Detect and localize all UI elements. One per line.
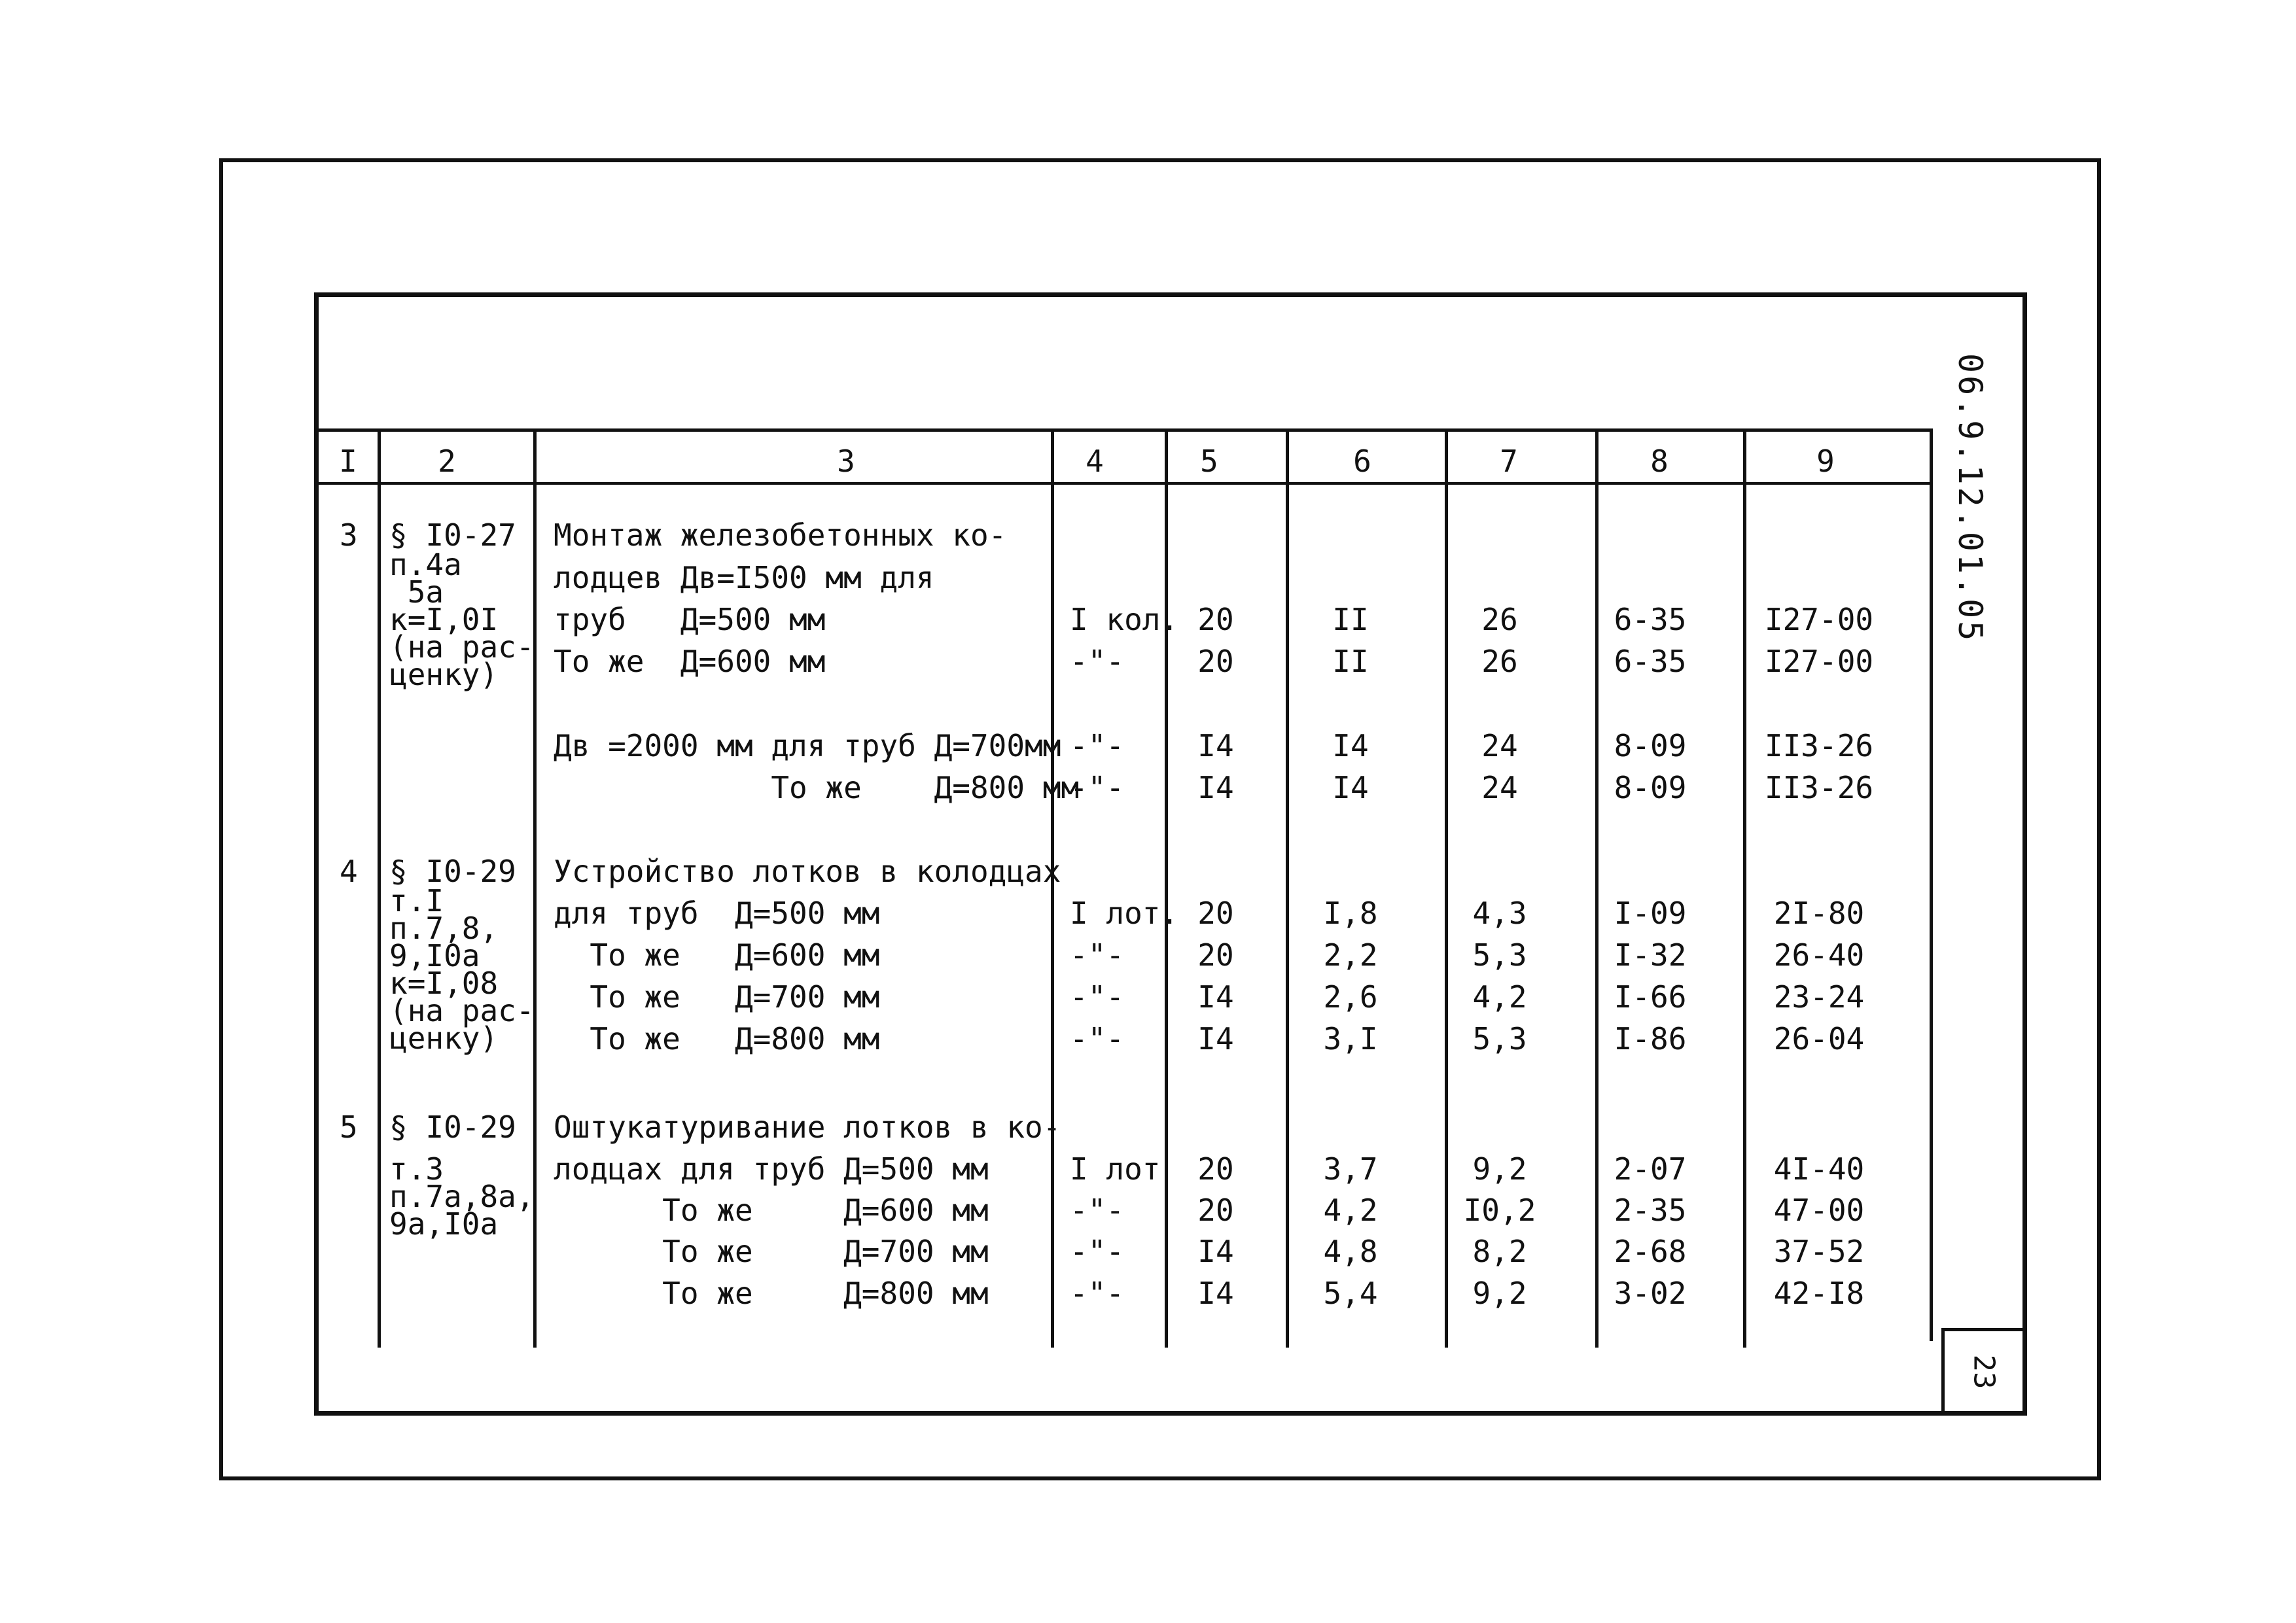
value-cell: II3-26 (1764, 728, 1874, 763)
value-cell: 4,3 (1472, 896, 1527, 931)
column-divider (378, 428, 381, 1348)
value-cell: I4 (1197, 1021, 1234, 1056)
value-cell: 9,2 (1472, 1276, 1527, 1311)
column-divider (1595, 428, 1598, 1348)
norm-reference: 9а,I0а (389, 1206, 499, 1242)
column-header: 2 (438, 444, 456, 479)
work-description: То же Д=600 мм (554, 937, 880, 973)
value-cell: 42-I8 (1773, 1276, 1865, 1311)
value-cell: 9,2 (1472, 1151, 1527, 1187)
value-cell: II (1332, 602, 1369, 637)
value-cell: 4,8 (1323, 1234, 1378, 1269)
work-description: для труб Д=500 мм (554, 896, 880, 931)
value-cell: 3,7 (1323, 1151, 1378, 1187)
work-description: труб Д=500 мм (554, 602, 826, 637)
work-description: лодцев Дв=I500 мм для (554, 560, 934, 595)
value-cell: 20 (1197, 896, 1234, 931)
value-cell: 20 (1197, 1193, 1234, 1228)
value-cell: I-86 (1614, 1021, 1687, 1056)
norm-reference: 5а (389, 574, 444, 610)
work-description: То же Д=800 мм (554, 1021, 880, 1056)
value-cell: I4 (1197, 770, 1234, 805)
value-cell: 20 (1197, 644, 1234, 679)
value-cell: 6-35 (1614, 644, 1687, 679)
value-cell: I,8 (1323, 896, 1378, 931)
value-cell: 5,4 (1323, 1276, 1378, 1311)
norm-reference: к=I,0I (389, 602, 499, 637)
column-header: 7 (1500, 444, 1518, 479)
unit-cell: -"- (1070, 770, 1125, 805)
work-description: То же Д=600 мм (554, 1193, 989, 1228)
column-header: 3 (837, 444, 855, 479)
value-cell: 5,3 (1472, 1021, 1527, 1056)
value-cell: I27-00 (1764, 644, 1874, 679)
value-cell: I0,2 (1463, 1193, 1536, 1228)
value-cell: I4 (1197, 1276, 1234, 1311)
column-header: 5 (1200, 444, 1218, 479)
unit-cell: I кол. (1070, 602, 1179, 637)
value-cell: II3-26 (1764, 770, 1874, 805)
value-cell: I4 (1197, 728, 1234, 763)
norm-reference: § I0-29 (389, 1109, 516, 1145)
value-cell: 8,2 (1472, 1234, 1527, 1269)
norm-reference: (на рас- (389, 629, 535, 665)
value-cell: 37-52 (1773, 1234, 1865, 1269)
value-cell: I-09 (1614, 896, 1687, 931)
value-cell: 2-35 (1614, 1193, 1687, 1228)
column-divider (1286, 428, 1289, 1348)
row-number: 3 (340, 517, 358, 553)
row-number: 5 (340, 1109, 358, 1145)
norm-reference: п.7а,8а, (389, 1179, 535, 1214)
value-cell: I4 (1197, 1234, 1234, 1269)
value-cell: 47-00 (1773, 1193, 1865, 1228)
value-cell: I4 (1332, 728, 1369, 763)
work-description: То же Д=700 мм (554, 1234, 989, 1269)
unit-cell: -"- (1070, 979, 1125, 1015)
work-description: Дв =2000 мм для труб Д=700мм (554, 728, 1061, 763)
value-cell: 20 (1197, 1151, 1234, 1187)
value-cell: 2,6 (1323, 979, 1378, 1015)
unit-cell: I лот. (1070, 896, 1179, 931)
norm-reference: к=I,08 (389, 966, 499, 1001)
work-description: Монтаж железобетонных ко- (554, 517, 1007, 553)
unit-cell: -"- (1070, 1276, 1125, 1311)
work-description: Устройство лотков в колодцах (554, 854, 1061, 889)
value-cell: 4,2 (1323, 1193, 1378, 1228)
value-cell: 8-09 (1614, 770, 1687, 805)
work-description: То же Д=800 мм (554, 1276, 989, 1311)
unit-cell: I лот (1070, 1151, 1161, 1187)
column-divider (1445, 428, 1448, 1348)
value-cell: 6-35 (1614, 602, 1687, 637)
value-cell: 2-07 (1614, 1151, 1687, 1187)
value-cell: 8-09 (1614, 728, 1687, 763)
unit-cell: -"- (1070, 728, 1125, 763)
norm-reference: т.3 (389, 1151, 444, 1187)
column-divider (1165, 428, 1168, 1348)
column-header: 9 (1816, 444, 1835, 479)
value-cell: 2I-80 (1773, 896, 1865, 931)
value-cell: I-66 (1614, 979, 1687, 1015)
unit-cell: -"- (1070, 937, 1125, 973)
value-cell: 20 (1197, 602, 1234, 637)
norm-reference: т.I (389, 883, 444, 918)
table-right-rule (1930, 428, 1933, 1341)
value-cell: I4 (1332, 770, 1369, 805)
work-description: То же Д=700 мм (554, 979, 880, 1015)
norm-reference: п.4а (389, 547, 462, 582)
value-cell: 24 (1481, 770, 1518, 805)
column-divider (1743, 428, 1746, 1348)
column-header: 6 (1353, 444, 1371, 479)
value-cell: 3,I (1323, 1021, 1378, 1056)
table-top-rule (319, 428, 1930, 432)
norm-reference: (на рас- (389, 993, 535, 1028)
unit-cell: -"- (1070, 1193, 1125, 1228)
work-description: То же Д=800 мм (554, 770, 1080, 805)
header-bottom-rule (319, 482, 1930, 485)
unit-cell: -"- (1070, 644, 1125, 679)
document-code: 06.9.12.01.05 (1951, 353, 1989, 644)
norm-reference: ценку) (389, 657, 499, 692)
column-header: 8 (1650, 444, 1669, 479)
value-cell: 26 (1481, 602, 1518, 637)
value-cell: 20 (1197, 937, 1234, 973)
value-cell: 2,2 (1323, 937, 1378, 973)
column-header: 4 (1086, 444, 1104, 479)
value-cell: 24 (1481, 728, 1518, 763)
norm-reference: 9,I0а (389, 938, 480, 973)
value-cell: 26-04 (1773, 1021, 1865, 1056)
row-number: 4 (340, 854, 358, 889)
value-cell: 5,3 (1472, 937, 1527, 973)
value-cell: 23-24 (1773, 979, 1865, 1015)
value-cell: 26-40 (1773, 937, 1865, 973)
page-number: 23 (1968, 1354, 2001, 1389)
work-description: лодцах для труб Д=500 мм (554, 1151, 989, 1187)
value-cell: I4 (1197, 979, 1234, 1015)
unit-cell: -"- (1070, 1021, 1125, 1056)
norm-reference: § I0-29 (389, 854, 516, 889)
page-number-box (1941, 1328, 2027, 1416)
column-header: I (339, 444, 357, 479)
value-cell: 26 (1481, 644, 1518, 679)
value-cell: 4I-40 (1773, 1151, 1865, 1187)
norm-reference: § I0-27 (389, 517, 516, 553)
norm-reference: п.7,8, (389, 911, 499, 946)
unit-cell: -"- (1070, 1234, 1125, 1269)
norm-reference: ценку) (389, 1021, 499, 1056)
value-cell: 2-68 (1614, 1234, 1687, 1269)
work-description: То же Д=600 мм (554, 644, 826, 679)
value-cell: I-32 (1614, 937, 1687, 973)
value-cell: I27-00 (1764, 602, 1874, 637)
work-description: Оштукатуривание лотков в ко- (554, 1109, 1061, 1145)
value-cell: 4,2 (1472, 979, 1527, 1015)
value-cell: II (1332, 644, 1369, 679)
value-cell: 3-02 (1614, 1276, 1687, 1311)
